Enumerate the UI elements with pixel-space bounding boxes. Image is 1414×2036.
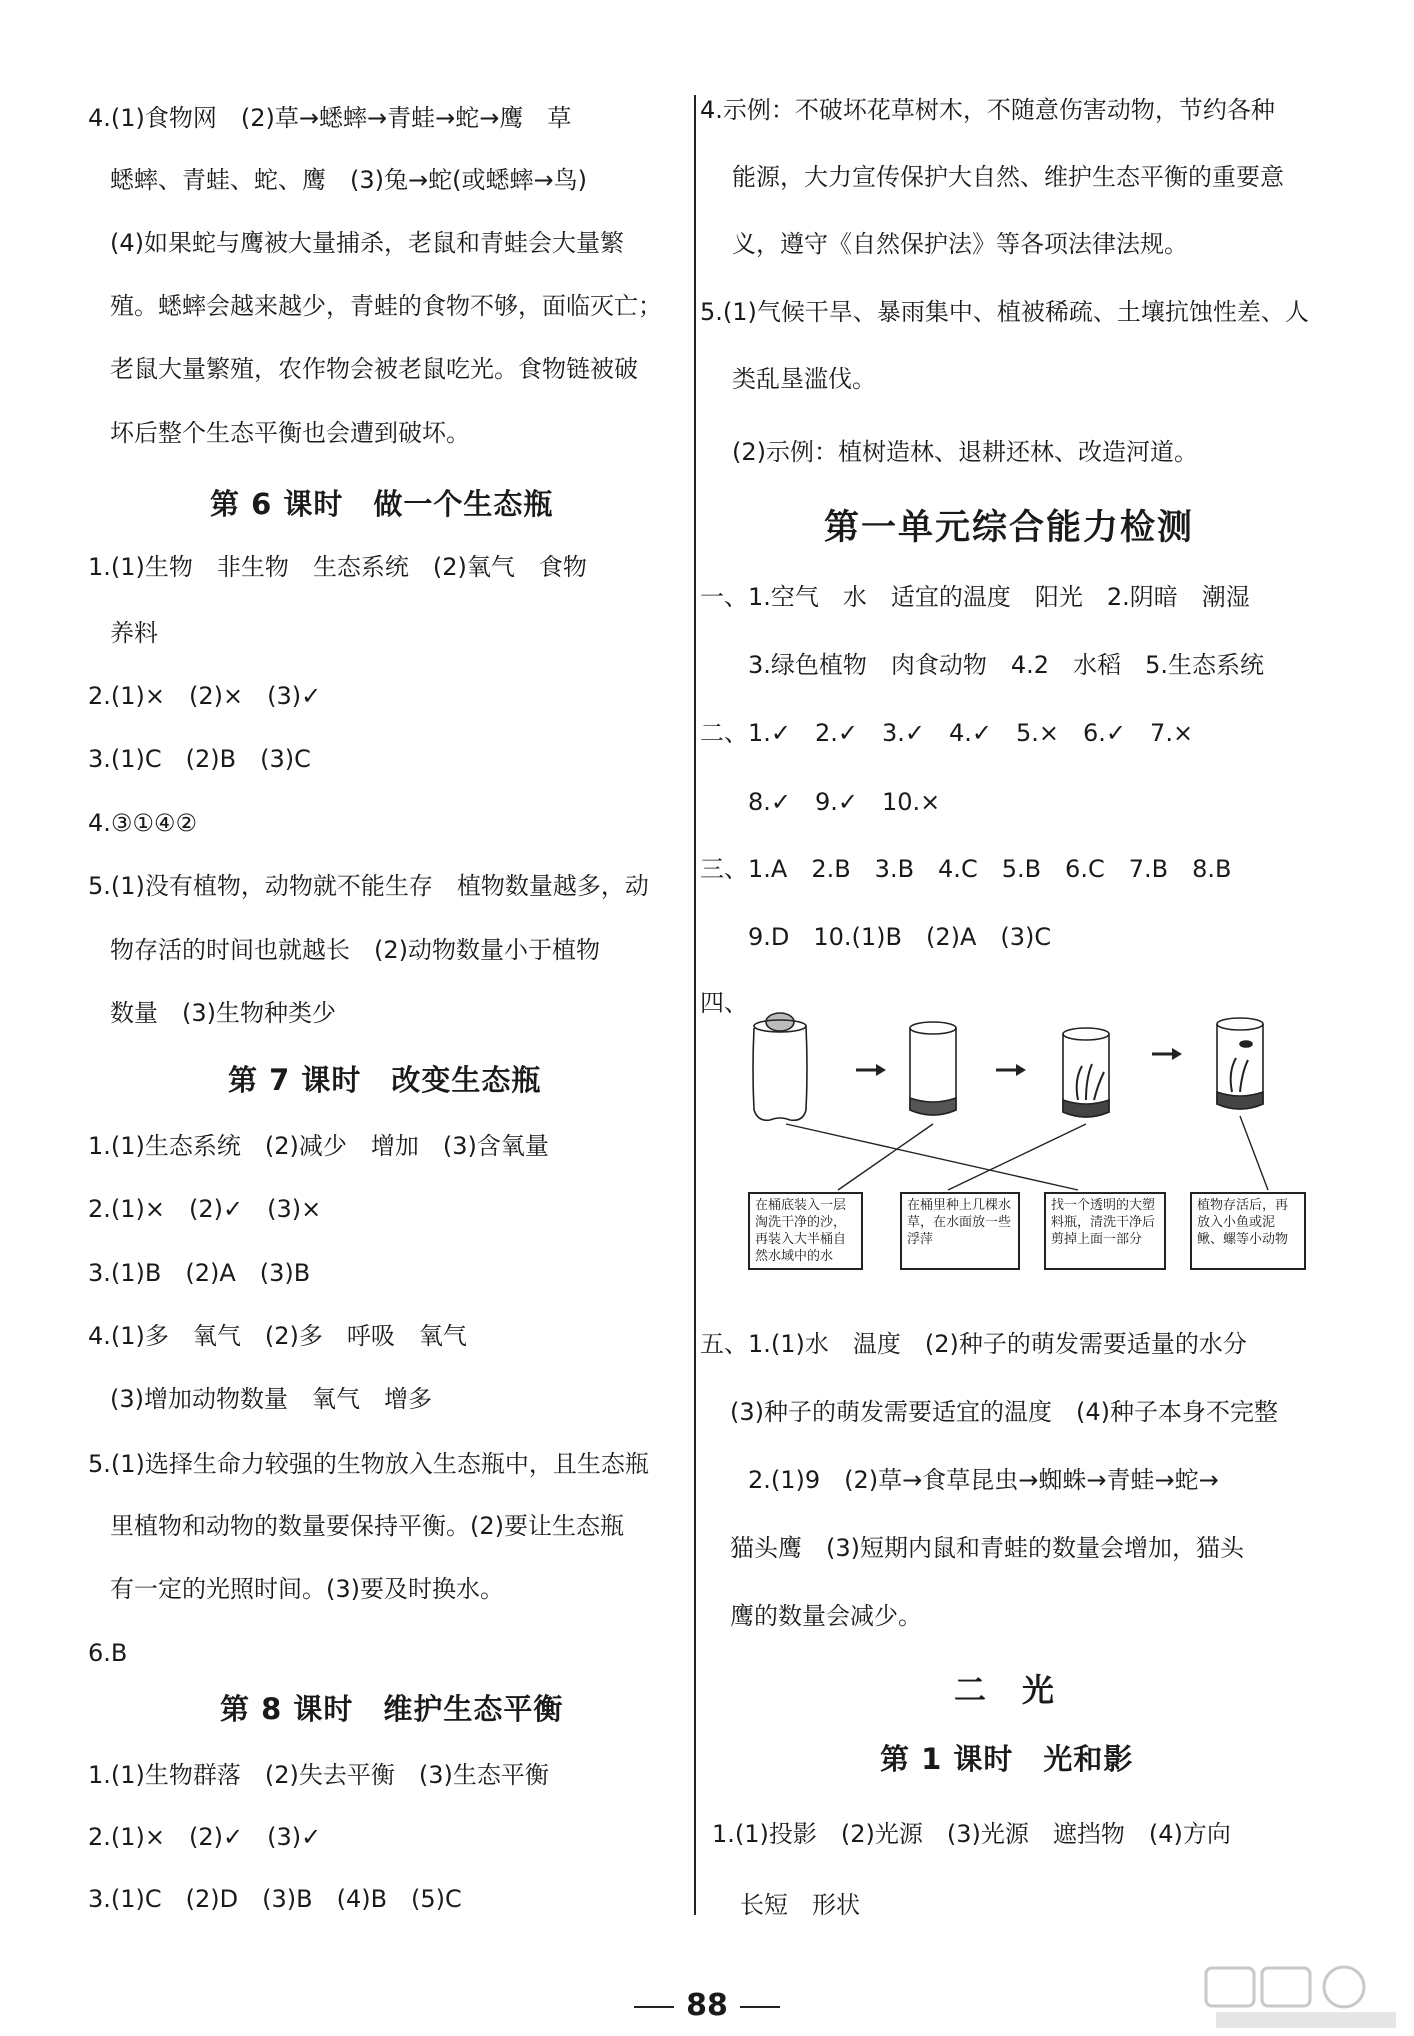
method-box: 找一个透明的大塑料瓶，清洗干净后剪掉上面一部分 (1044, 1192, 1166, 1270)
answer-line: 1.(1)生物 非生物 生态系统 (2)氧气 食物 (88, 553, 587, 581)
answer-line: 3.(1)C (2)D (3)B (4)B (5)C (88, 1885, 462, 1913)
answer-line: 8.✓ 9.✓ 10.× (748, 788, 941, 816)
answer-line: 鹰的数量会减少。 (730, 1602, 922, 1630)
answer-line: 四、 (700, 989, 748, 1017)
method-box: 植物存活后，再放入小鱼或泥鳅、螺等小动物 (1190, 1192, 1306, 1270)
arrow-icon (856, 1064, 886, 1076)
answer-line: 4.示例：不破坏花草树木，不随意伤害动物，节约各种 (700, 96, 1275, 124)
answer-line: 6.B (88, 1639, 128, 1667)
answer-line: 2.(1)9 (2)草→食草昆虫→蜘蛛→青蛙→蛇→ (748, 1466, 1219, 1494)
answer-line: 老鼠大量繁殖，农作物会被老鼠吃光。食物链被破 (110, 355, 638, 383)
answer-line: 4.(1)多 氧气 (2)多 呼吸 氧气 (88, 1322, 467, 1350)
answer-line: 里植物和动物的数量要保持平衡。(2)要让生态瓶 (110, 1512, 624, 1540)
jar-plant-icon (1063, 1028, 1109, 1117)
answer-line: 猫头鹰 (3)短期内鼠和青蛙的数量会增加，猫头 (730, 1534, 1244, 1562)
answer-line: 2.(1)× (2)× (3)✓ (88, 682, 322, 710)
answer-line: 殖。蟋蟀会越来越少，青蛙的食物不够，面临灭亡； (110, 292, 662, 320)
watermark-logo (1196, 1962, 1406, 2032)
answer-line: 能源，大力宣传保护大自然、维护生态平衡的重要意 (732, 163, 1284, 191)
method-box: 在桶里种上几棵水草，在水面放一些浮萍 (900, 1192, 1020, 1270)
unit-title: 二 光 (954, 1671, 1057, 1709)
answer-line: 2.(1)× (2)✓ (3)× (88, 1195, 322, 1223)
answer-line: 坏后整个生态平衡也会遭到破坏。 (110, 419, 470, 447)
answer-line: 物存活的时间也就越长 (2)动物数量小于植物 (110, 936, 600, 964)
method-box: 在桶底装入一层淘洗干净的沙，再装入大半桶自然水域中的水 (748, 1192, 863, 1270)
arrow-icon (996, 1064, 1026, 1076)
jar-sand-icon (910, 1022, 956, 1115)
answer-line: 蟋蟀、青蛙、蛇、鹰 (3)兔→蛇(或蟋蟀→鸟) (110, 166, 587, 194)
unit-test-title: 第一单元综合能力检测 (824, 508, 1195, 548)
answer-line: 一、1.空气 水 适宜的温度 阳光 2.阴暗 潮湿 (700, 583, 1250, 611)
answer-line: 数量 (3)生物种类少 (110, 999, 336, 1027)
answer-line: 有一定的光照时间。(3)要及时换水。 (110, 1575, 504, 1603)
answer-line: 5.(1)气候干旱、暴雨集中、植被稀疏、土壤抗蚀性差、人 (700, 298, 1309, 326)
arrow-icon (1152, 1048, 1182, 1060)
lesson-title: 第 7 课时 改变生态瓶 (228, 1063, 542, 1097)
matching-lines (786, 1116, 1268, 1190)
lesson-title: 第 8 课时 维护生态平衡 (220, 1692, 564, 1726)
answer-line: 二、1.✓ 2.✓ 3.✓ 4.✓ 5.× 6.✓ 7.× (700, 719, 1194, 747)
answer-line: 4.③①④② (88, 809, 197, 837)
answer-line: 2.(1)× (2)✓ (3)✓ (88, 1823, 322, 1851)
jar-fish-icon (1217, 1018, 1263, 1109)
answer-line: 3.(1)B (2)A (3)B (88, 1259, 311, 1287)
answer-line: 1.(1)生态系统 (2)减少 增加 (3)含氧量 (88, 1132, 549, 1160)
answer-line: 3.绿色植物 肉食动物 4.2 水稻 5.生态系统 (748, 651, 1264, 679)
answer-line: 5.(1)没有植物，动物就不能生存 植物数量越多，动 (88, 872, 649, 900)
footer-dash (634, 2006, 674, 2008)
answer-line: (4)如果蛇与鹰被大量捕杀，老鼠和青蛙会大量繁 (110, 229, 624, 257)
answer-line: 五、1.(1)水 温度 (2)种子的萌发需要适量的水分 (700, 1330, 1247, 1358)
answer-line: 三、1.A 2.B 3.B 4.C 5.B 6.C 7.B 8.B (700, 855, 1232, 883)
lesson-title: 第 1 课时 光和影 (880, 1742, 1134, 1776)
answer-line: 义，遵守《自然保护法》等各项法律法规。 (732, 230, 1188, 258)
answer-line: (2)示例：植树造林、退耕还林、改造河道。 (732, 438, 1198, 466)
footer-dash (740, 2006, 780, 2008)
lesson-title: 第 6 课时 做一个生态瓶 (210, 487, 554, 521)
matching-diagram (748, 1000, 1328, 1200)
answer-line: 1.(1)生物群落 (2)失去平衡 (3)生态平衡 (88, 1761, 549, 1789)
answer-line: 养料 (110, 619, 158, 647)
answer-line: (3)增加动物数量 氧气 增多 (110, 1385, 432, 1413)
answer-line: 3.(1)C (2)B (3)C (88, 745, 311, 773)
column-divider (694, 95, 696, 1915)
answer-line: 9.D 10.(1)B (2)A (3)C (748, 923, 1052, 951)
bottle-icon (753, 1013, 807, 1120)
answer-line: 5.(1)选择生命力较强的生物放入生态瓶中，且生态瓶 (88, 1450, 649, 1478)
answer-line: 1.(1)投影 (2)光源 (3)光源 遮挡物 (4)方向 (712, 1820, 1231, 1848)
answer-line: 类乱垦滥伐。 (732, 365, 876, 393)
answer-line: 长短 形状 (740, 1891, 860, 1919)
answer-line: (3)种子的萌发需要适宜的温度 (4)种子本身不完整 (730, 1398, 1278, 1426)
answer-line: 4.(1)食物网 (2)草→蟋蟀→青蛙→蛇→鹰 草 (88, 104, 572, 132)
page-number: 88 (686, 1988, 728, 2023)
